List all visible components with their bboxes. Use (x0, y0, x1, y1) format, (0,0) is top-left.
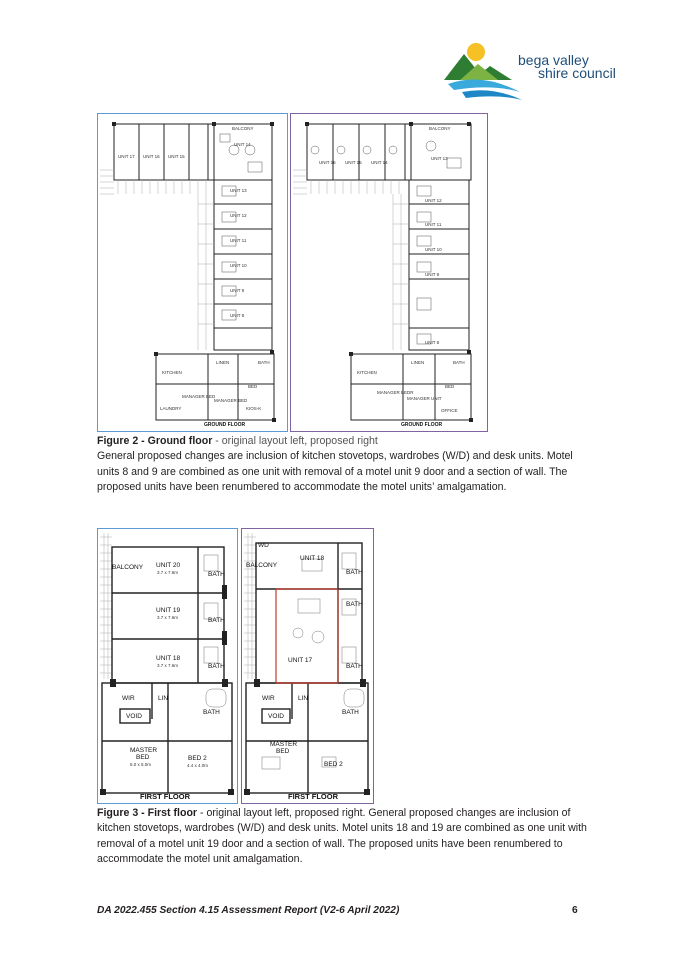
room-label: BALCONY (429, 126, 451, 131)
room-label: BED (445, 384, 455, 389)
unit-label: UNIT 19 (156, 607, 181, 614)
unit-label: UNIT 12 (230, 213, 247, 218)
logo-text-line1: bega valley (518, 52, 589, 68)
room-label: MANAGER BED (214, 398, 248, 403)
unit-label: UNIT 14 (234, 142, 251, 147)
unit-label: UNIT 10 (425, 247, 442, 252)
unit-label: UNIT 13 (431, 156, 448, 161)
unit-label: UNIT 20 (156, 562, 181, 569)
unit-label: UNIT 11 (425, 222, 442, 227)
unit-label: UNIT 18 (300, 555, 325, 562)
logo-mark-icon (442, 40, 522, 106)
room-label: LINEN (216, 360, 230, 365)
room-label: WD (258, 542, 269, 549)
room-label: WIR (262, 695, 275, 702)
unit-dim: 3.7 x 7.6m (157, 615, 179, 620)
figure2-proposed-plan (290, 113, 488, 432)
floor-plan-drawing (98, 114, 287, 431)
unit-dim: 3.7 x 7.6m (157, 570, 179, 575)
room-label: BED 2 (324, 761, 343, 768)
room-label: BATH (342, 709, 359, 716)
unit-label: UNIT 16 (319, 160, 336, 165)
room-label: LIN (158, 695, 169, 702)
room-label: MANAGER UNIT (407, 396, 442, 401)
figure3-caption-title: Figure 3 - First floor (97, 807, 198, 819)
room-label: BALCONY (112, 564, 144, 571)
room-label: OFFICE (441, 408, 458, 413)
room-label: WIR (122, 695, 135, 702)
figure3-proposed-plan (241, 528, 374, 804)
room-label: LAUNDRY (160, 406, 182, 411)
unit-dim: 3.7 x 7.6m (157, 663, 179, 668)
floor-label: GROUND FLOOR (204, 422, 246, 428)
floor-label: FIRST FLOOR (288, 792, 338, 801)
unit-label: UNIT 8 (425, 340, 440, 345)
figure2-original-plan (97, 113, 288, 432)
figure2-caption-subtitle: - original layout left, proposed right (212, 435, 378, 447)
figure2-caption-body: General proposed changes are inclusion of kitchen stovetops, wardrobes (W/D) and desk units. Motel units 8 and 9 are combined as one unit with removal of a motel unit 9 door and a section of wall. The proposed units have been renumbered to accommodate the motel units’ amalgamation. (97, 450, 573, 493)
room-label: MASTER (130, 747, 158, 754)
room-label: BED (248, 384, 258, 389)
figure3-caption-body: - original layout left, proposed right. General proposed changes are inclusion of kitchen stovetops, wardrobes (W/D) and desk units. Motel units 18 and 19 are combined as one unit with removal of a motel unit 19 door and a section of wall. The proposed units have been renumbered to accommodate the motel unit amalgamation. (97, 807, 587, 865)
room-label: BATH (346, 601, 363, 608)
floor-label: GROUND FLOOR (401, 422, 443, 428)
unit-label: UNIT 18 (156, 655, 181, 662)
room-label: MASTER (270, 741, 298, 748)
room-label: LINEN (411, 360, 425, 365)
unit-label: UNIT 14 (371, 160, 388, 165)
unit-label: UNIT 17 (118, 154, 135, 159)
room-label: BED (136, 754, 150, 761)
figure2-caption (97, 434, 587, 495)
room-label: MANAGER BEDR (377, 390, 414, 395)
unit-label: UNIT 11 (230, 238, 247, 243)
room-label: BALCONY (232, 126, 254, 131)
floor-label: FIRST FLOOR (140, 792, 190, 801)
unit-label: UNIT 12 (425, 198, 442, 203)
council-logo (442, 40, 642, 106)
unit-label: UNIT 9 (230, 288, 245, 293)
room-label: MANAGER BED (182, 394, 216, 399)
room-label: BED (276, 748, 290, 755)
room-label: BATH (453, 360, 465, 365)
room-label: VOID (126, 713, 142, 720)
footer-report-title: DA 2022.455 Section 4.15 Assessment Report (V2-6 April 2022) (97, 905, 400, 916)
unit-label: UNIT 13 (230, 188, 247, 193)
room-label: BATH (258, 360, 270, 365)
unit-label: UNIT 17 (288, 657, 313, 664)
room-label: LIN (298, 695, 309, 702)
unit-label: UNIT 15 (168, 154, 185, 159)
room-label: BALCONY (246, 562, 278, 569)
unit-label: UNIT 9 (425, 272, 440, 277)
room-label: BATH (346, 569, 363, 576)
room-label: VOID (268, 713, 284, 720)
room-dim: 5.0 x 5.0m (130, 762, 152, 767)
room-label: BATH (208, 571, 225, 578)
unit-label: UNIT 15 (345, 160, 362, 165)
room-label: BATH (203, 709, 220, 716)
room-label: BED 2 (188, 755, 207, 762)
room-dim: 4.4 x 4.0m (187, 763, 209, 768)
figure2-caption-title: Figure 2 - Ground floor (97, 435, 213, 447)
figure3-original-plan (97, 528, 238, 804)
figure3-caption (97, 806, 587, 867)
room-label: KIOS-K (246, 406, 262, 411)
room-label: KITCHEN (357, 370, 377, 375)
room-label: BATH (346, 663, 363, 670)
unit-label: UNIT 8 (230, 313, 245, 318)
footer-page-number: 6 (572, 905, 578, 916)
unit-label: UNIT 10 (230, 263, 247, 268)
logo-text-line2: shire council (538, 65, 616, 81)
unit-label: UNIT 16 (143, 154, 160, 159)
room-label: KITCHEN (162, 370, 182, 375)
room-label: BATH (208, 617, 225, 624)
room-label: BATH (208, 663, 225, 670)
